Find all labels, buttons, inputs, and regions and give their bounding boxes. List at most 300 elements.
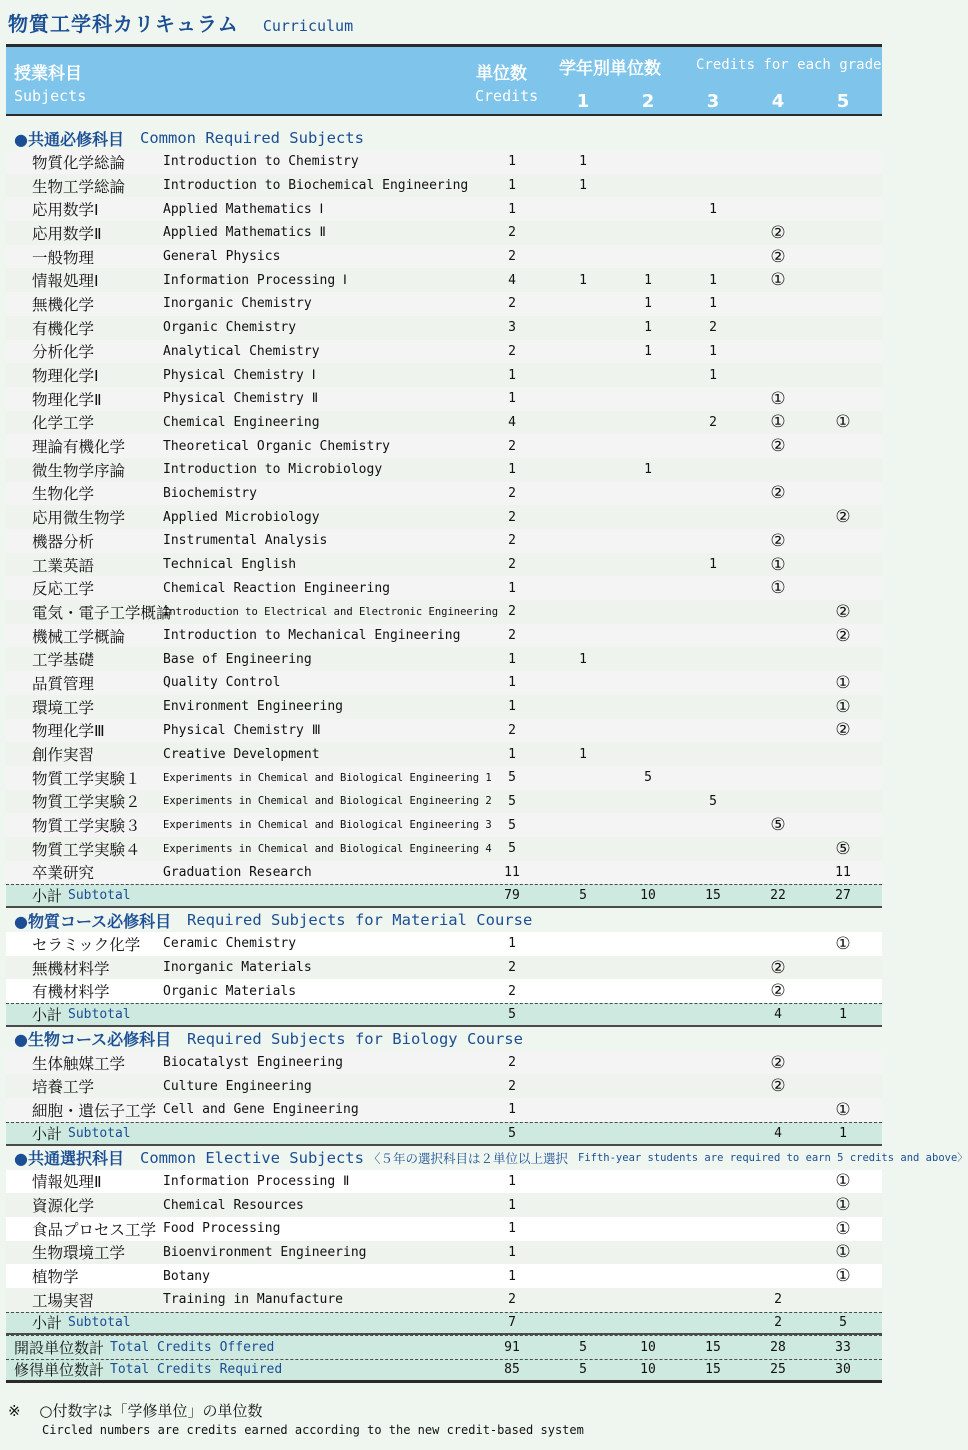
subject-en: Inorganic Materials [163, 960, 312, 976]
credits-cell: 1 [508, 1102, 516, 1118]
subject-jp: 卒業研究 [32, 864, 95, 883]
grade-2-cell [628, 790, 668, 814]
grade-1-cell [563, 221, 603, 245]
grade-4-cell: ② [770, 981, 786, 1002]
grade-3-cell: 2 [709, 320, 717, 336]
grade-5-cell: ⑤ [835, 838, 851, 859]
grade-5-cell: ① [835, 1242, 851, 1263]
credits-cell: 2 [508, 604, 516, 620]
grade-4-cell: 25 [770, 1362, 786, 1378]
section-header [6, 908, 882, 932]
grade-2-cell [628, 1004, 668, 1025]
subtotal-label-jp: 小計 [32, 1005, 63, 1024]
table-row [6, 221, 882, 245]
grade-5-cell: ① [835, 672, 851, 693]
subtotal-label [32, 885, 131, 906]
subject-jp: 物質工学実験３ [32, 817, 141, 836]
grade-1-cell [563, 1288, 603, 1312]
grade-4-cell: ② [770, 222, 786, 243]
table-row [6, 1193, 882, 1217]
subject-en: Introduction to Mechanical Engineering [163, 628, 461, 644]
grade-5-cell: 11 [835, 864, 851, 880]
header-credits-en: Credits [475, 87, 539, 105]
grade-2-cell [628, 505, 668, 529]
grade-4-cell [758, 1170, 798, 1194]
grade-2-cell [628, 1288, 668, 1312]
grade-1-cell [563, 671, 603, 695]
grade-2-cell [628, 553, 668, 577]
grade-2-cell [628, 411, 668, 435]
grade-2-cell: 10 [640, 888, 656, 904]
table-row [6, 671, 882, 695]
subject-jp: 応用数学Ⅱ [32, 224, 102, 243]
grade-2-cell [628, 1074, 668, 1098]
grade-5-cell: ① [835, 1266, 851, 1287]
grade-3-cell [693, 624, 733, 648]
grade-2-cell [628, 1051, 668, 1075]
header-subjects-en: Subjects [14, 87, 87, 105]
grade-4-cell: ⑤ [770, 815, 786, 836]
grade-5-cell [823, 482, 863, 506]
grade-3-cell [693, 600, 733, 624]
credits-cell: 1 [508, 1197, 516, 1213]
section-title-en: Common Elective Subjects [140, 1148, 364, 1167]
subject-jp: 植物学 [32, 1268, 79, 1287]
credits-cell: 1 [508, 462, 516, 478]
grade-5-cell: ① [835, 1195, 851, 1216]
grade-3-cell: 15 [705, 1340, 721, 1356]
grade-5-cell: 5 [839, 1315, 847, 1331]
subject-jp: 物質工学実験２ [32, 793, 141, 812]
grade-4-cell [758, 1241, 798, 1265]
grade-1-cell [563, 1313, 603, 1334]
subject-jp: 分析化学 [32, 343, 95, 362]
table-row [6, 813, 882, 837]
credits-cell: 2 [508, 296, 516, 312]
grade-2-cell: 1 [644, 296, 652, 312]
subject-jp: 情報処理Ⅰ [32, 272, 99, 291]
grade-3-cell [693, 576, 733, 600]
section-note-jp: 〈５年の選択科目は２単位以上選択 [368, 1150, 569, 1166]
subject-en: Experiments in Chemical and Biological Engineering 1 [163, 771, 492, 784]
subject-en: Theoretical Organic Chemistry [163, 438, 390, 454]
table-row [6, 979, 882, 1003]
subject-en: Experiments in Chemical and Biological Engineering 4 [163, 842, 492, 855]
grade-2-cell [628, 1264, 668, 1288]
subject-en: Creative Development [163, 746, 320, 762]
grade-5-cell [823, 292, 863, 316]
grade-3-cell [693, 1051, 733, 1075]
subject-en: Applied Mathematics Ⅱ [163, 225, 326, 241]
subject-jp: 物理化学Ⅰ [32, 367, 99, 386]
header-grade-2: 2 [641, 91, 655, 112]
grade-3-cell [693, 1170, 733, 1194]
table-row [6, 340, 882, 364]
footnote-mark: ※ [8, 1402, 21, 1420]
subject-jp: 工業英語 [32, 556, 95, 575]
subject-jp: 生物環境工学 [32, 1244, 126, 1263]
grade-1-cell [563, 529, 603, 553]
grade-5-cell [823, 1074, 863, 1098]
grade-1-cell [563, 837, 603, 861]
subject-en: Introduction to Biochemical Engineering [163, 178, 469, 194]
header-grade-jp: 学年別単位数 [559, 59, 661, 79]
grade-5-cell: ② [835, 625, 851, 646]
credits-cell: 1 [508, 651, 516, 667]
subject-en: Cell and Gene Engineering [163, 1102, 359, 1118]
grade-5-cell [823, 340, 863, 364]
subject-en: Graduation Research [163, 864, 312, 880]
subject-jp: 応用微生物学 [32, 509, 126, 528]
credits-cell: 5 [508, 817, 516, 833]
grade-3-cell [693, 837, 733, 861]
grade-1-cell [563, 387, 603, 411]
grade-4-cell [758, 197, 798, 221]
grade-1-cell [563, 1098, 603, 1122]
table-row [6, 1074, 882, 1098]
table-row [6, 411, 882, 435]
grade-4-cell: ① [770, 412, 786, 433]
subject-en: Introduction to Electrical and Electronic Engineering [163, 605, 499, 618]
grade-3-cell [693, 1074, 733, 1098]
grade-4-cell: 28 [770, 1340, 786, 1356]
subject-en: Introduction to Chemistry [163, 154, 359, 170]
total-label-en: Total Credits Required [110, 1362, 283, 1378]
grade-2-cell [628, 1170, 668, 1194]
section-title-en: Common Required Subjects [140, 129, 364, 147]
grade-5-cell [823, 316, 863, 340]
grade-1-cell [563, 363, 603, 387]
subject-jp: 理論有機化学 [32, 438, 126, 457]
grade-3-cell [693, 671, 733, 695]
grade-1-cell: 1 [579, 746, 587, 762]
grade-1-cell [563, 719, 603, 743]
section-title-jp: ●共通必修科目 [14, 129, 124, 149]
grade-4-cell: 22 [770, 888, 786, 904]
table-row [6, 1288, 882, 1312]
subject-jp: 創作実習 [32, 746, 95, 765]
grade-5-cell: ② [835, 720, 851, 741]
grade-1-cell [563, 932, 603, 956]
header-subjects-jp: 授業科目 [14, 64, 82, 84]
grade-3-cell [693, 221, 733, 245]
grade-2-cell [628, 197, 668, 221]
header-grade-5: 5 [836, 91, 850, 112]
credits-cell: 3 [508, 320, 516, 336]
credits-cell: 2 [508, 1078, 516, 1094]
curriculum-table [6, 126, 968, 1383]
grade-4-cell: ② [770, 1076, 786, 1097]
table-row [6, 268, 882, 292]
grade-1-cell [563, 292, 603, 316]
grade-3-cell: 1 [709, 557, 717, 573]
subject-en: Experiments in Chemical and Biological Engineering 3 [163, 819, 492, 832]
grade-5-cell [823, 529, 863, 553]
grade-2-cell [628, 600, 668, 624]
grade-1-cell [563, 1004, 603, 1025]
grade-4-cell: 4 [774, 1006, 782, 1022]
grade-5-cell [823, 363, 863, 387]
subject-en: Physical Chemistry Ⅰ [163, 367, 316, 383]
subtotal-label-jp: 小計 [32, 1124, 63, 1143]
subject-en: Chemical Resources [163, 1197, 304, 1213]
grade-3-cell [693, 647, 733, 671]
credits-cell: 5 [508, 793, 516, 809]
subtotal-label-jp: 小計 [32, 1314, 63, 1333]
grade-4-cell [758, 1193, 798, 1217]
grade-1-cell [563, 1193, 603, 1217]
subtotal-label [32, 1004, 131, 1025]
section-note-en: Fifth-year students are required to earn 5 credits and above〉 [578, 1152, 968, 1164]
credits-cell: 1 [508, 178, 516, 194]
grade-2-cell [628, 576, 668, 600]
grade-2-cell [628, 813, 668, 837]
subject-jp: 資源化学 [32, 1197, 95, 1216]
grade-1-cell [563, 956, 603, 980]
grade-5-cell [823, 647, 863, 671]
subtotal-label [32, 1123, 131, 1144]
table-row [6, 1217, 882, 1241]
grade-5-cell [823, 979, 863, 1003]
grade-5-cell [823, 458, 863, 482]
credits-cell: 2 [508, 509, 516, 525]
grade-2-cell [628, 529, 668, 553]
subject-en: Environment Engineering [163, 699, 344, 715]
subject-en: Analytical Chemistry [163, 343, 320, 359]
section-header [6, 126, 882, 150]
grade-1-cell [563, 979, 603, 1003]
subject-jp: 電気・電子工学概論 [32, 603, 172, 622]
grade-4-cell [758, 719, 798, 743]
grade-4-cell [758, 695, 798, 719]
grade-1-cell [563, 434, 603, 458]
subject-jp: 食品プロセス工学 [32, 1220, 157, 1239]
grade-3-cell: 1 [709, 296, 717, 312]
subject-jp: 機械工学概論 [32, 627, 126, 646]
header-grade-1: 1 [576, 91, 590, 112]
subject-en: Food Processing [163, 1221, 281, 1237]
grade-2-cell [628, 150, 668, 174]
table-row [6, 150, 882, 174]
subject-jp: 培養工学 [32, 1078, 95, 1097]
credits-cell: 2 [508, 983, 516, 999]
grade-4-cell [758, 174, 798, 198]
credits-cell: 1 [508, 746, 516, 762]
table-row [6, 932, 882, 956]
table-row [6, 434, 882, 458]
subject-en: Information Processing Ⅱ [163, 1173, 350, 1189]
grade-4-cell: ② [770, 1052, 786, 1073]
grade-3-cell [693, 1098, 733, 1122]
subject-jp: 物質工学実験４ [32, 840, 141, 859]
subject-jp: 工場実習 [32, 1291, 95, 1310]
credits-cell: 1 [508, 391, 516, 407]
grade-3-cell [693, 861, 733, 885]
total-label-en: Total Credits Offered [110, 1340, 275, 1356]
subject-en: Base of Engineering [163, 651, 312, 667]
grade-4-cell [758, 1098, 798, 1122]
subject-en: Organic Chemistry [163, 320, 297, 336]
grade-5-cell [823, 956, 863, 980]
table-row [6, 861, 882, 885]
footnote-en: Circled numbers are credits earned according to the new credit-based system [42, 1423, 584, 1437]
credits-cell: 2 [508, 249, 516, 265]
table-row [6, 1241, 882, 1265]
grade-2-cell [628, 387, 668, 411]
grade-1-cell: 5 [579, 888, 587, 904]
grade-5-cell [823, 221, 863, 245]
grade-1-cell [563, 458, 603, 482]
grade-1-cell: 5 [579, 1340, 587, 1356]
grade-4-cell: ① [770, 554, 786, 575]
table-row [6, 482, 882, 506]
grade-2-cell: 1 [644, 320, 652, 336]
grade-5-cell [823, 150, 863, 174]
grade-3-cell [693, 150, 733, 174]
grade-1-cell [563, 411, 603, 435]
table-row [6, 1051, 882, 1075]
grade-2-cell [628, 174, 668, 198]
grade-1-cell [563, 1170, 603, 1194]
grade-5-cell [823, 245, 863, 269]
credits-cell: 85 [504, 1362, 520, 1378]
subject-jp: 情報処理Ⅱ [32, 1173, 102, 1192]
subtotal-row [6, 884, 882, 908]
credits-cell: 2 [508, 533, 516, 549]
grade-3-cell [693, 1264, 733, 1288]
subject-en: Culture Engineering [163, 1078, 312, 1094]
credits-cell: 2 [508, 225, 516, 241]
grade-3-cell [693, 1123, 733, 1144]
grade-5-cell [823, 790, 863, 814]
credits-cell: 5 [508, 1006, 516, 1022]
credits-cell: 5 [508, 770, 516, 786]
grade-2-cell [628, 482, 668, 506]
subject-jp: 機器分析 [32, 532, 95, 551]
grade-1-cell: 1 [579, 178, 587, 194]
grade-3-cell [693, 813, 733, 837]
subject-en: Experiments in Chemical and Biological Engineering 2 [163, 795, 492, 808]
credits-cell: 1 [508, 367, 516, 383]
credits-cell: 1 [508, 1221, 516, 1237]
grade-2-cell [628, 1193, 668, 1217]
credits-cell: 2 [508, 485, 516, 501]
table-row [6, 647, 882, 671]
grade-2-cell [628, 434, 668, 458]
table-row [6, 458, 882, 482]
grade-3-cell [693, 529, 733, 553]
grade-2-cell [628, 1241, 668, 1265]
subject-en: Instrumental Analysis [163, 533, 328, 549]
grade-3-cell [693, 1288, 733, 1312]
grade-5-cell: ① [835, 933, 851, 954]
section-title-jp: ●共通選択科目 [14, 1149, 124, 1168]
credits-cell: 5 [508, 841, 516, 857]
credits-cell: 2 [508, 628, 516, 644]
grade-3-cell [693, 458, 733, 482]
grade-3-cell [693, 979, 733, 1003]
grade-2-cell [628, 363, 668, 387]
credits-cell: 2 [508, 1055, 516, 1071]
section-title-jp: ●生物コース必修科目 [14, 1030, 172, 1050]
section-header [6, 1027, 882, 1051]
credits-cell: 1 [508, 580, 516, 596]
grade-3-cell [693, 505, 733, 529]
credits-cell: 1 [508, 1244, 516, 1260]
grade-5-cell [823, 1288, 863, 1312]
grade-5-cell [823, 553, 863, 577]
header-grade-4: 4 [771, 91, 785, 112]
credits-cell: 4 [508, 414, 516, 430]
grade-1-cell [563, 600, 603, 624]
grade-5-cell [823, 742, 863, 766]
grade-5-cell [823, 1051, 863, 1075]
grade-2-cell: 10 [640, 1340, 656, 1356]
grade-4-cell: 2 [774, 1315, 782, 1331]
total-label-jp: 開設単位数計 [14, 1339, 105, 1358]
grade-3-cell [693, 932, 733, 956]
table-row [6, 363, 882, 387]
grade-4-cell: ② [770, 246, 786, 267]
grade-5-cell [823, 268, 863, 292]
grade-1-cell [563, 861, 603, 885]
grade-2-cell [628, 245, 668, 269]
grade-3-cell [693, 719, 733, 743]
grade-4-cell: 2 [774, 1292, 782, 1308]
grade-4-cell [758, 647, 798, 671]
subject-jp: 無機材料学 [32, 959, 110, 978]
grade-2-cell [628, 221, 668, 245]
table-row [6, 505, 882, 529]
grade-5-cell [823, 766, 863, 790]
grade-1-cell [563, 1051, 603, 1075]
grade-2-cell [628, 1123, 668, 1144]
total-row [6, 1335, 882, 1359]
credits-cell: 79 [504, 888, 520, 904]
table-row [6, 719, 882, 743]
subject-en: Chemical Reaction Engineering [163, 580, 390, 596]
grade-2-cell [628, 1313, 668, 1334]
table-row [6, 174, 882, 198]
grade-5-cell: ① [835, 1218, 851, 1239]
subject-en: General Physics [163, 249, 281, 265]
grade-5-cell [823, 197, 863, 221]
credits-cell: 2 [508, 343, 516, 359]
grade-4-cell [758, 837, 798, 861]
grade-4-cell [758, 600, 798, 624]
table-row [6, 624, 882, 648]
grade-3-cell [693, 956, 733, 980]
grade-2-cell [628, 647, 668, 671]
subject-en: Inorganic Chemistry [163, 296, 312, 312]
section-title-en: Required Subjects for Material Course [187, 911, 533, 929]
grade-3-cell: 1 [709, 272, 717, 288]
subject-en: Biochemistry [163, 485, 257, 501]
grade-5-cell: ① [835, 1171, 851, 1192]
grade-3-cell [693, 1193, 733, 1217]
grade-4-cell [758, 458, 798, 482]
table-row [6, 197, 882, 221]
subtotal-label-en: Subtotal [68, 1315, 131, 1331]
subject-jp: 物質化学総論 [32, 153, 126, 172]
grade-5-cell: ① [835, 412, 851, 433]
grade-1-cell [563, 576, 603, 600]
table-row [6, 316, 882, 340]
grade-5-cell: ② [835, 507, 851, 528]
grade-3-cell [693, 695, 733, 719]
grade-1-cell [563, 340, 603, 364]
subject-jp: 工学基礎 [32, 651, 95, 670]
